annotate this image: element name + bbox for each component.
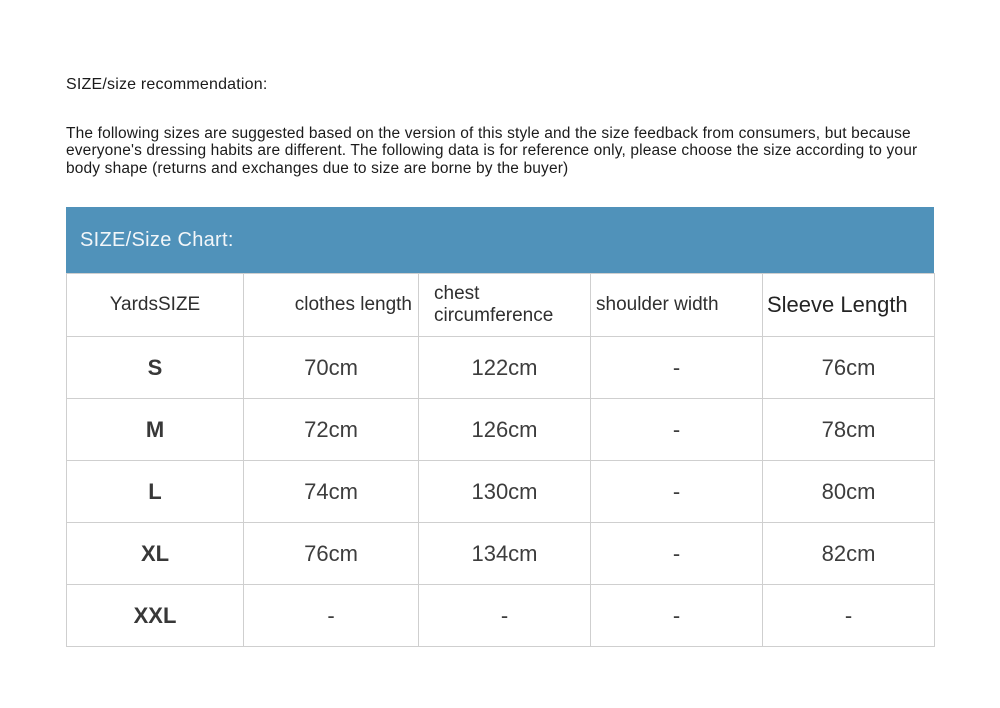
shoulder-width-cell: -: [591, 461, 763, 523]
clothes-length-cell: -: [244, 585, 419, 647]
size-label-cell: L: [67, 461, 244, 523]
chest-circumference-cell: 134cm: [419, 523, 591, 585]
chest-circumference-cell: -: [419, 585, 591, 647]
size-chart-banner-label: SIZE/Size Chart:: [80, 228, 234, 251]
clothes-length-cell: 72cm: [244, 399, 419, 461]
clothes-length-cell: 70cm: [244, 337, 419, 399]
size-chart-table: [66, 273, 935, 647]
chest-circumference-cell: 126cm: [419, 399, 591, 461]
table-row: [67, 337, 935, 399]
sleeve-length-cell: 80cm: [763, 461, 935, 523]
column-header-yards-size: YardsSIZE: [67, 274, 244, 337]
chest-circumference-cell: 122cm: [419, 337, 591, 399]
shoulder-width-cell: -: [591, 399, 763, 461]
column-header-sleeve-length: Sleeve Length: [763, 274, 935, 337]
chest-circumference-cell: 130cm: [419, 461, 591, 523]
table-row: [67, 585, 935, 647]
clothes-length-cell: 76cm: [244, 523, 419, 585]
size-label-cell: XL: [67, 523, 244, 585]
sleeve-length-cell: 76cm: [763, 337, 935, 399]
shoulder-width-cell: -: [591, 523, 763, 585]
column-header-clothes-length: clothes length: [244, 274, 419, 337]
table-row: [67, 461, 935, 523]
table-row: [67, 523, 935, 585]
shoulder-width-cell: -: [591, 585, 763, 647]
shoulder-width-cell: -: [591, 337, 763, 399]
column-header-shoulder-width: shoulder width: [591, 274, 763, 337]
sleeve-length-cell: 78cm: [763, 399, 935, 461]
page-title: SIZE/size recommendation:: [66, 76, 268, 93]
size-label-cell: XXL: [67, 585, 244, 647]
size-label-cell: S: [67, 337, 244, 399]
clothes-length-cell: 74cm: [244, 461, 419, 523]
table-header-row: [67, 274, 935, 337]
size-description-text: The following sizes are suggested based on the version of this style and the size feedback from consumers, but because everyone's dressing habits are different. The following data is for reference only, please choose the size according to your body shape (returns and exchanges due to size are borne by the buyer): [66, 125, 918, 177]
column-header-chest-circumference: chest circumference: [419, 274, 591, 337]
sleeve-length-cell: -: [763, 585, 935, 647]
table-row: [67, 399, 935, 461]
sleeve-length-cell: 82cm: [763, 523, 935, 585]
size-chart-banner: [66, 207, 934, 273]
size-label-cell: M: [67, 399, 244, 461]
